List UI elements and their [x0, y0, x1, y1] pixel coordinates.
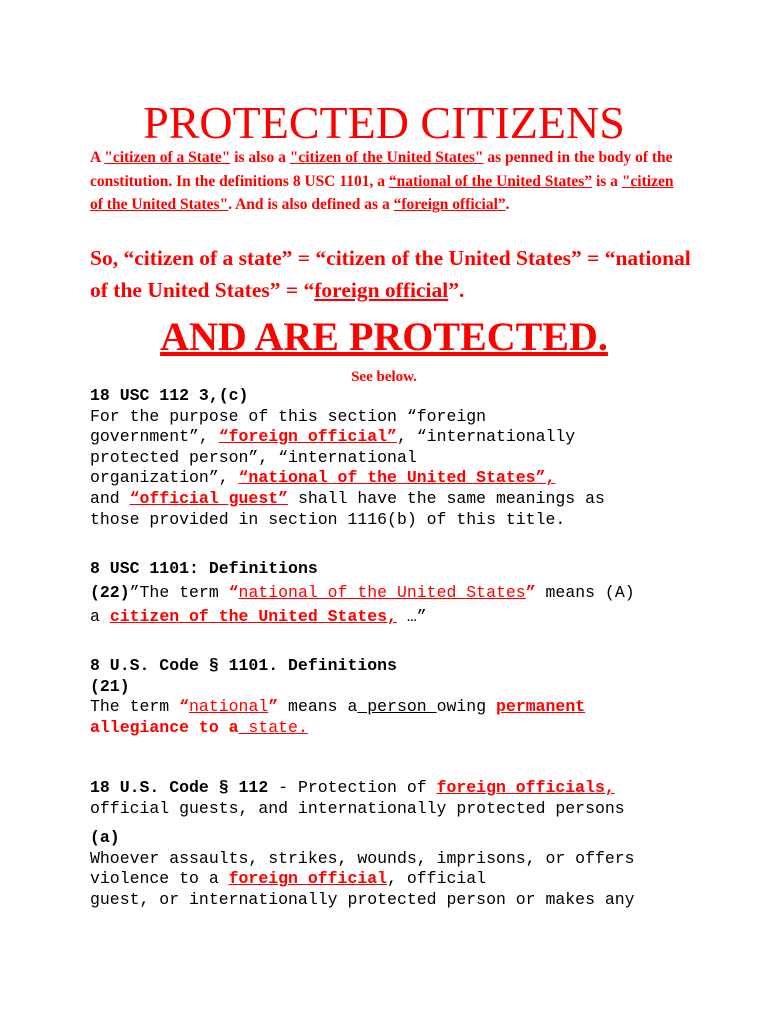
section-line: protected person”, “international [90, 447, 417, 467]
section-text: owing [436, 697, 497, 717]
section-text: violence to a [90, 869, 229, 889]
paragraph-number: (21) [90, 676, 130, 696]
section-text: ”The term [129, 583, 229, 602]
section-text: …” [396, 607, 427, 626]
section-line: guest, or internationally protected person or makes any [90, 889, 635, 909]
section-heading-title: - Protection of [268, 778, 437, 797]
section-text: The term [90, 697, 180, 717]
section-18-us-code-112 [90, 778, 690, 911]
intro-text: is also a [230, 149, 290, 166]
subsection-label: (a) [90, 828, 120, 848]
section-heading: 18 USC 112 3,(c) [90, 386, 249, 405]
quote-national-of-us: “national of the United States” [388, 172, 593, 190]
section-line [90, 581, 690, 605]
section-text: and [90, 488, 130, 508]
section-line: For the purpose of this section “foreign [90, 406, 487, 426]
term-national-of-us: “national of the United States”, [238, 468, 556, 488]
section-text: means a [278, 697, 358, 717]
section-heading: 8 U.S. Code § 1101. Definitions [90, 656, 397, 675]
protected-heading: AND ARE PROTECTED. [160, 314, 608, 359]
term-national-of-us: national of the United States [238, 583, 526, 602]
section-line [90, 869, 690, 890]
see-below-note: See below. [351, 369, 417, 385]
section-line [90, 427, 690, 448]
term-foreign-officials: foreign officials, [436, 778, 615, 797]
section-line [90, 697, 690, 718]
section-heading-code: 18 U.S. Code § 112 [90, 778, 269, 797]
paragraph-number: (22) [90, 583, 130, 602]
section-line [90, 605, 690, 629]
equivalence-text-end: ”. [448, 278, 465, 302]
equivalence-foreign-official: foreign official [314, 278, 449, 302]
equivalence-statement [90, 242, 710, 306]
quote-mark: ” [268, 697, 279, 717]
intro-paragraph [90, 146, 690, 217]
intro-text: . [505, 196, 510, 213]
section-line: those provided in section 1116(b) of this title. [90, 509, 566, 529]
section-heading-title: : Definitions [189, 559, 318, 578]
equivalence-text: So, “citizen of a state” = “citizen of the United States” = “national of the United States” = “ [90, 246, 691, 302]
quote-citizen-of-us: "citizen of the United States" [90, 172, 674, 213]
section-18-usc-112-3c [90, 386, 690, 530]
section-text: a [90, 607, 110, 626]
section-8-usc-1101 [90, 557, 690, 629]
section-8-us-code-1101 [90, 656, 690, 738]
term-person: person [357, 697, 437, 717]
term-official-guest: “official guest” [129, 488, 289, 508]
quote-foreign-official: “foreign official” [393, 196, 506, 213]
section-line [90, 468, 690, 489]
section-text: , “internationally [396, 427, 576, 447]
section-line: official guests, and internationally protected persons [90, 798, 625, 818]
quote-mark: ” [525, 583, 536, 602]
term-foreign-official: “foreign official” [218, 427, 397, 447]
quote-citizen-of-a-state: "citizen of a State" [104, 149, 231, 166]
section-text: shall have the same meanings as [288, 488, 605, 508]
section-line [90, 489, 690, 510]
quote-citizen-of-us: "citizen of the United States" [289, 149, 484, 166]
section-heading-code: 8 USC 1101 [90, 559, 190, 578]
section-text: means (A) [535, 583, 635, 602]
section-text: government”, [90, 427, 219, 447]
quote-mark: “ [228, 583, 239, 602]
page-title: PROTECTED CITIZENS [143, 97, 625, 148]
term-national: national [189, 697, 269, 717]
intro-text: A [90, 149, 105, 166]
term-allegiance: allegiance to a [90, 717, 239, 737]
intro-text: as penned in the body of the constitution. In the definitions 8 USC 1101, a [90, 149, 673, 190]
section-text: organization”, [90, 468, 239, 488]
term-permanent: permanent [496, 697, 586, 717]
section-line: Whoever assaults, strikes, wounds, imprisons, or offers [90, 848, 635, 868]
section-line [90, 718, 690, 739]
term-state: state. [238, 717, 308, 737]
section-heading [90, 557, 690, 581]
term-citizen-of-us: citizen of the United States, [109, 607, 397, 626]
section-heading [90, 778, 690, 799]
quote-mark: “ [179, 697, 190, 717]
intro-text: is a [592, 172, 622, 190]
term-foreign-official: foreign official [228, 869, 388, 889]
intro-text: . And is also defined as a [228, 196, 394, 213]
section-text: , official [387, 869, 487, 889]
